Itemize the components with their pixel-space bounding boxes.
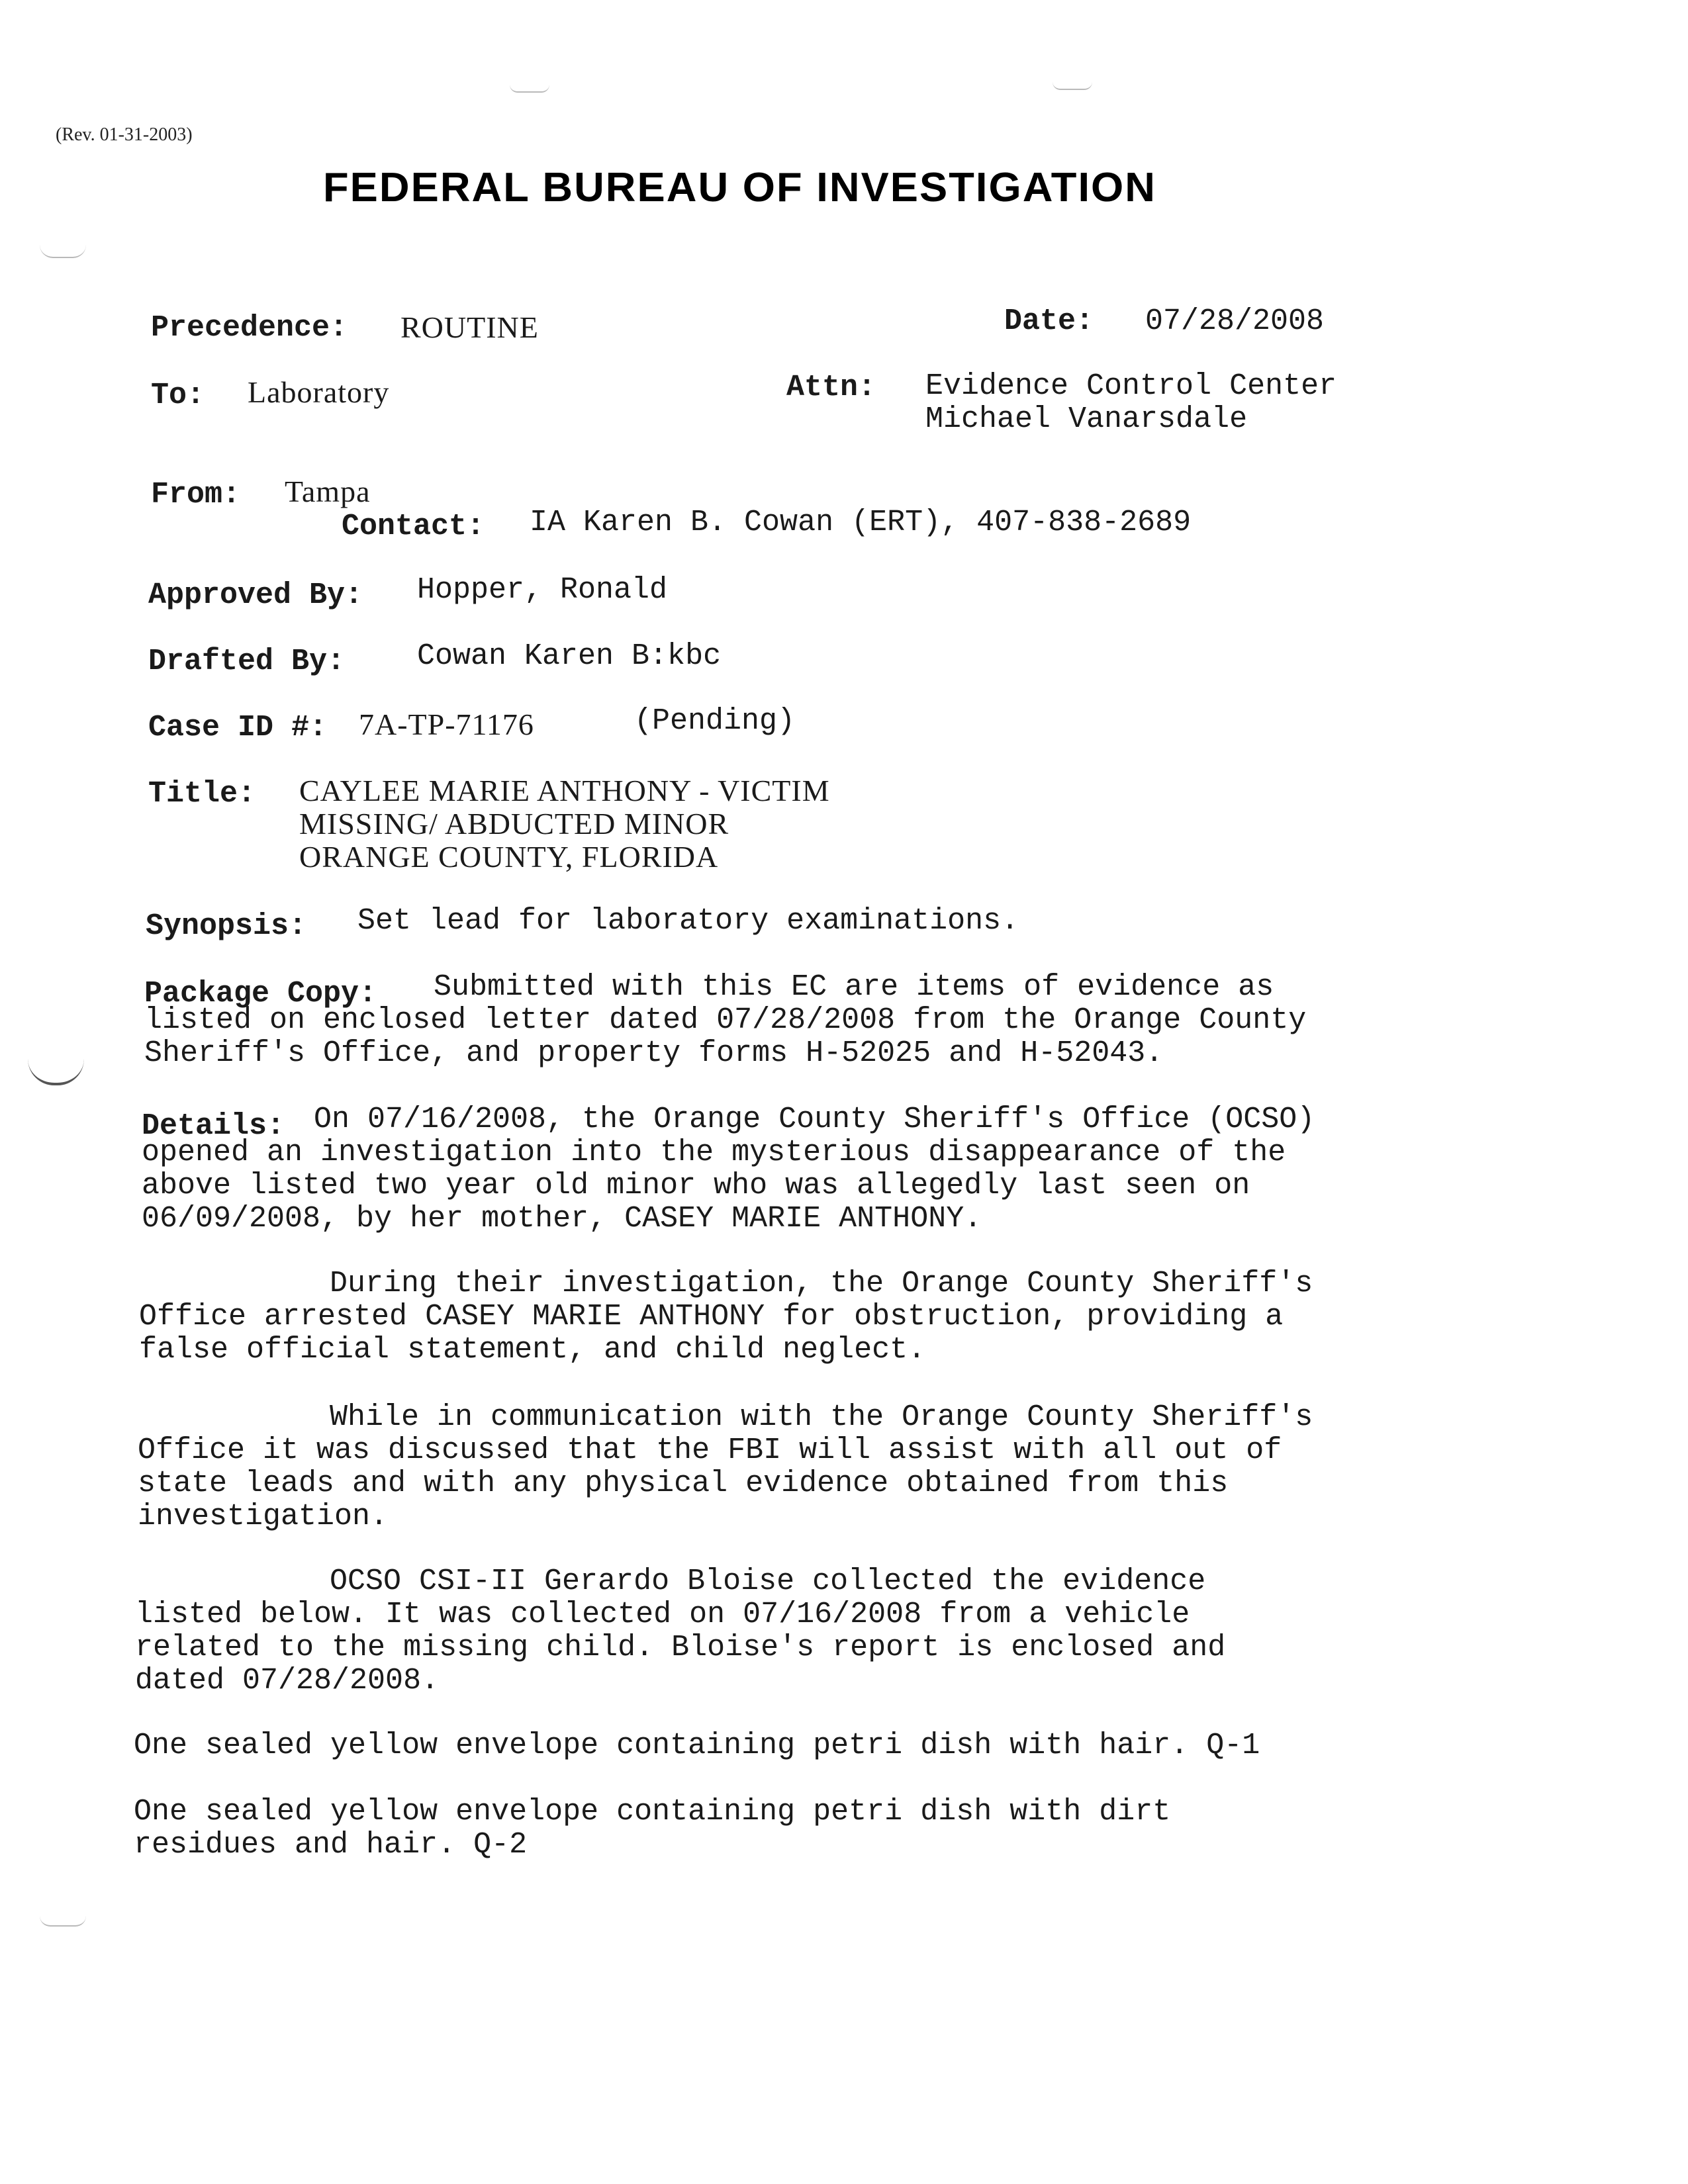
case-status: (Pending): [634, 704, 796, 738]
evidence-item-q1: One sealed yellow envelope containing petri dish with hair. Q-1: [134, 1729, 1260, 1762]
to-label: To:: [151, 379, 205, 412]
paragraph-4-line-3: related to the missing child. Bloise's report is enclosed and: [135, 1631, 1226, 1664]
details-line-4: 06/09/2008, by her mother, CASEY MARIE ANTHONY.: [142, 1202, 982, 1236]
package-copy-line-1: Submitted with this EC are items of evidence as: [434, 970, 1274, 1004]
paragraph-3-line-3: state leads and with any physical evidence obtained from this: [138, 1467, 1229, 1500]
attn-line-2: Michael Vanarsdale: [925, 402, 1248, 436]
case-id-label: Case ID #:: [148, 711, 328, 745]
package-copy-line-3: Sheriff's Office, and property forms H-52025 and H-52043.: [144, 1036, 1164, 1070]
precedence-label: Precedence:: [151, 311, 348, 345]
attn-line-1: Evidence Control Center: [925, 369, 1337, 403]
paragraph-4-line-4: dated 07/28/2008.: [135, 1664, 440, 1698]
title-line-1: CAYLEE MARIE ANTHONY - VICTIM: [299, 774, 830, 807]
contact-label: Contact:: [342, 510, 485, 543]
precedence-value: ROUTINE: [400, 310, 539, 344]
date-label: Date:: [1004, 304, 1094, 338]
agency-title: FEDERAL BUREAU OF INVESTIGATION: [323, 165, 1156, 210]
paragraph-4-line-1: OCSO CSI-II Gerardo Bloise collected the evidence: [330, 1565, 1206, 1598]
title-label: Title:: [148, 777, 256, 811]
details-label: Details:: [142, 1109, 285, 1143]
title-line-2: MISSING/ ABDUCTED MINOR: [299, 807, 729, 841]
contact-value: IA Karen B. Cowan (ERT), 407-838-2689: [530, 506, 1192, 539]
paragraph-3-line-4: investigation.: [138, 1500, 389, 1533]
attn-label: Attn:: [786, 371, 876, 404]
case-id-value: 7A-TP-71176: [359, 707, 534, 741]
details-line-2: opened an investigation into the mysterious disappearance of the: [142, 1136, 1286, 1169]
drafted-by-label: Drafted By:: [148, 645, 346, 678]
paragraph-2-line-3: false official statement, and child neglect.: [139, 1333, 926, 1367]
from-label: From:: [151, 478, 241, 512]
evidence-item-q2-line-1: One sealed yellow envelope containing petri dish with dirt: [134, 1795, 1171, 1829]
paragraph-2-line-2: Office arrested CASEY MARIE ANTHONY for obstruction, providing a: [139, 1300, 1284, 1334]
package-copy-line-2: listed on enclosed letter dated 07/28/2008 from the Orange County: [144, 1003, 1307, 1037]
evidence-item-q2-line-2: residues and hair. Q-2: [134, 1828, 528, 1862]
scan-mark: [1053, 82, 1092, 90]
synopsis-label: Synopsis:: [146, 909, 307, 943]
title-line-3: ORANGE COUNTY, FLORIDA: [299, 840, 719, 874]
date-value: 07/28/2008: [1145, 304, 1325, 338]
approved-by-label: Approved By:: [148, 578, 363, 612]
paragraph-3-line-2: Office it was discussed that the FBI will assist with all out of: [138, 1433, 1282, 1467]
drafted-by-value: Cowan Karen B:kbc: [417, 639, 722, 673]
scan-mark: [40, 245, 86, 258]
paragraph-2-line-1: During their investigation, the Orange County Sheriff's: [330, 1267, 1313, 1300]
scan-mark: [510, 85, 549, 93]
paragraph-3-line-1: While in communication with the Orange County Sheriff's: [330, 1400, 1313, 1434]
approved-by-value: Hopper, Ronald: [417, 573, 668, 607]
scan-mark: [40, 1916, 86, 1927]
form-revision: (Rev. 01-31-2003): [56, 124, 193, 145]
synopsis-text: Set lead for laboratory examinations.: [357, 904, 1019, 938]
hole-punch-shadow: [28, 1059, 84, 1085]
to-value: Laboratory: [248, 375, 390, 409]
from-value: Tampa: [285, 475, 371, 508]
details-line-1: On 07/16/2008, the Orange County Sheriff's Office (OCSO): [314, 1103, 1315, 1136]
paragraph-4-line-2: listed below. It was collected on 07/16/2008 from a vehicle: [135, 1598, 1190, 1631]
details-line-3: above listed two year old minor who was allegedly last seen on: [142, 1169, 1250, 1203]
package-copy-label: Package Copy:: [144, 977, 377, 1011]
